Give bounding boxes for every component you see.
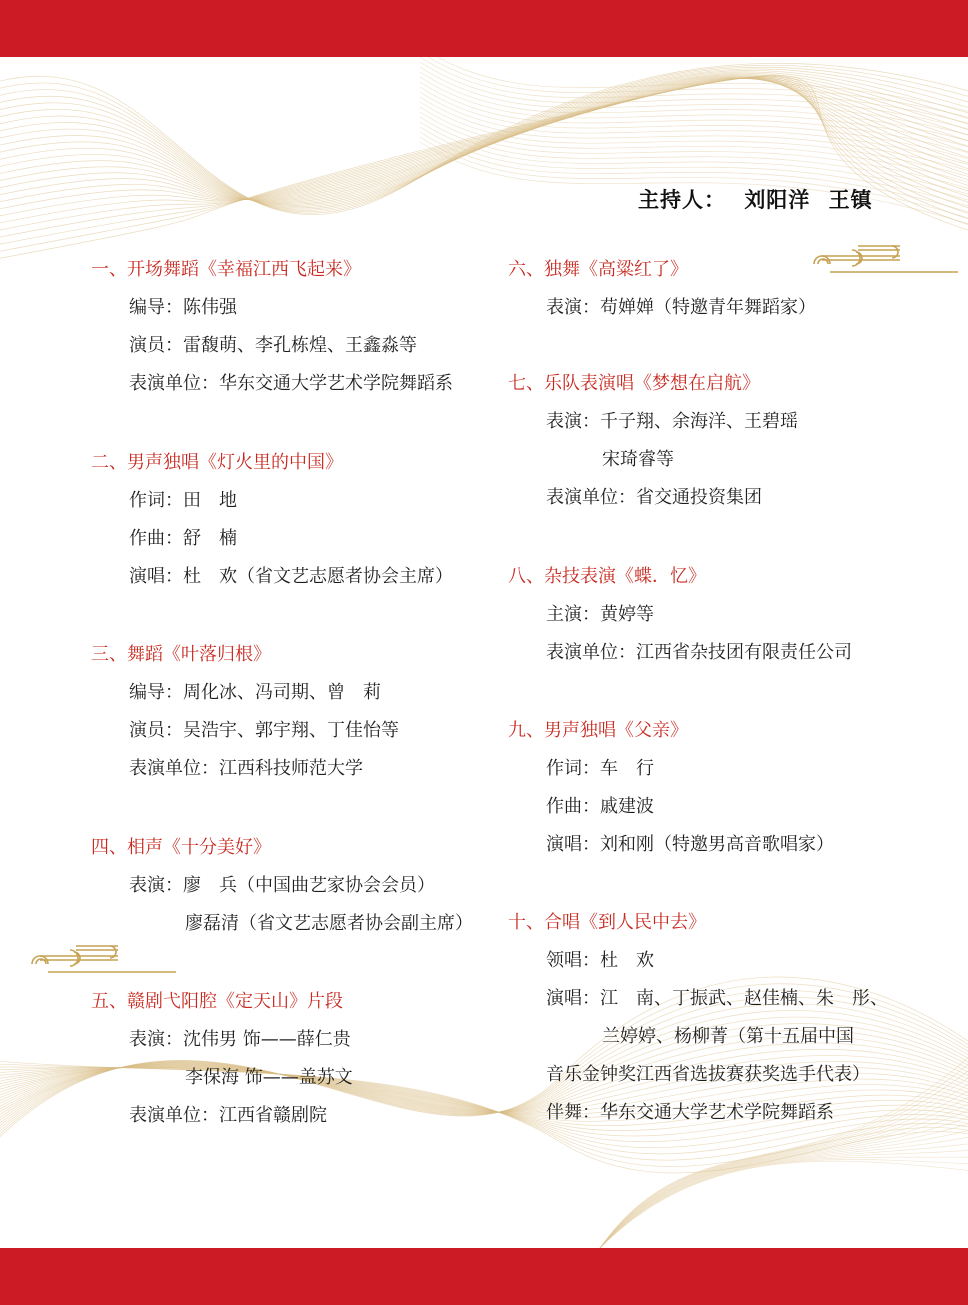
program-detail: 演唱：杜 欢（省文艺志愿者协会主席） bbox=[129, 566, 453, 587]
top-red-band bbox=[0, 0, 968, 57]
program-title: 二、男声独唱《灯火里的中国》 bbox=[91, 452, 343, 473]
program-title: 三、舞蹈《叶落归根》 bbox=[91, 644, 271, 665]
program-title: 七、乐队表演唱《梦想在启航》 bbox=[508, 373, 760, 394]
program-item bbox=[91, 989, 353, 1129]
program-detail: 作曲：舒 楠 bbox=[129, 528, 237, 549]
program-detail: 领唱：杜 欢 bbox=[546, 950, 654, 971]
program-detail: 表演单位：江西科技师范大学 bbox=[129, 758, 363, 779]
gold-cloud-ornament-left bbox=[30, 938, 180, 978]
program-title: 六、独舞《高粱红了》 bbox=[508, 259, 688, 280]
program-detail: 作词：田 地 bbox=[129, 490, 237, 511]
program-title: 五、赣剧弋阳腔《定天山》片段 bbox=[91, 991, 343, 1012]
program-detail: 表演单位：省交通投资集团 bbox=[546, 487, 762, 508]
program-detail: 主演：黄婷等 bbox=[546, 604, 654, 625]
program-detail: 演员：吴浩宇、郭宇翔、丁佳怡等 bbox=[129, 720, 399, 741]
program-detail: 编导：周化冰、冯司期、曾 莉 bbox=[129, 682, 381, 703]
program-detail: 廖磊清（省文艺志愿者协会副主席） bbox=[185, 913, 473, 934]
host-name: 王镇 bbox=[828, 188, 873, 212]
program-detail: 编导：陈伟强 bbox=[129, 297, 237, 318]
program-detail: 演唱：江 南、丁振武、赵佳楠、朱 彤、 bbox=[546, 988, 888, 1009]
program-title: 九、男声独唱《父亲》 bbox=[508, 720, 688, 741]
program-item bbox=[508, 564, 852, 666]
program-detail: 表演：千子翔、余海洋、王碧瑶 bbox=[546, 411, 798, 432]
program-item bbox=[91, 450, 453, 590]
program-detail: 表演单位：江西省杂技团有限责任公司 bbox=[546, 642, 852, 663]
program-item bbox=[508, 718, 834, 858]
program-item bbox=[91, 835, 473, 937]
program-item bbox=[91, 257, 453, 397]
program-detail: 音乐金钟奖江西省选拔赛获奖选手代表） bbox=[546, 1064, 870, 1085]
program-detail: 伴舞：华东交通大学艺术学院舞蹈系 bbox=[546, 1102, 834, 1123]
gold-cloud-ornament-top-right bbox=[812, 238, 962, 278]
program-title: 八、杂技表演《蝶．忆》 bbox=[508, 566, 706, 587]
program-detail: 表演：苟婵婵（特邀青年舞蹈家） bbox=[546, 297, 816, 318]
program-detail: 表演单位：华东交通大学艺术学院舞蹈系 bbox=[129, 373, 453, 394]
program-detail: 演员：雷馥萌、李孔栋煌、王鑫淼等 bbox=[129, 335, 417, 356]
host-label: 主持人： bbox=[638, 188, 726, 212]
host-name: 刘阳洋 bbox=[744, 188, 811, 212]
program-item bbox=[91, 642, 399, 782]
program-item bbox=[508, 910, 888, 1126]
program-detail: 李保海 饰——盖苏文 bbox=[185, 1067, 353, 1088]
bottom-red-band bbox=[0, 1248, 968, 1305]
program-detail: 表演：廖 兵（中国曲艺家协会会员） bbox=[129, 875, 435, 896]
program-detail: 宋琦睿等 bbox=[602, 449, 674, 470]
program-detail: 演唱：刘和刚（特邀男高音歌唱家） bbox=[546, 834, 834, 855]
program-detail: 作曲：戚建波 bbox=[546, 796, 654, 817]
host-line bbox=[638, 184, 883, 214]
program-item bbox=[508, 257, 816, 321]
program-detail: 表演单位：江西省赣剧院 bbox=[129, 1105, 327, 1126]
program-title: 一、开场舞蹈《幸福江西飞起来》 bbox=[91, 259, 361, 280]
program-title: 十、合唱《到人民中去》 bbox=[508, 912, 706, 933]
program-detail: 兰婷婷、杨柳菁（第十五届中国 bbox=[602, 1026, 854, 1047]
program-detail: 作词：车 行 bbox=[546, 758, 654, 779]
program-item bbox=[508, 371, 798, 511]
program-title: 四、相声《十分美好》 bbox=[91, 837, 271, 858]
program-detail: 表演：沈伟男 饰——薛仁贵 bbox=[129, 1029, 351, 1050]
